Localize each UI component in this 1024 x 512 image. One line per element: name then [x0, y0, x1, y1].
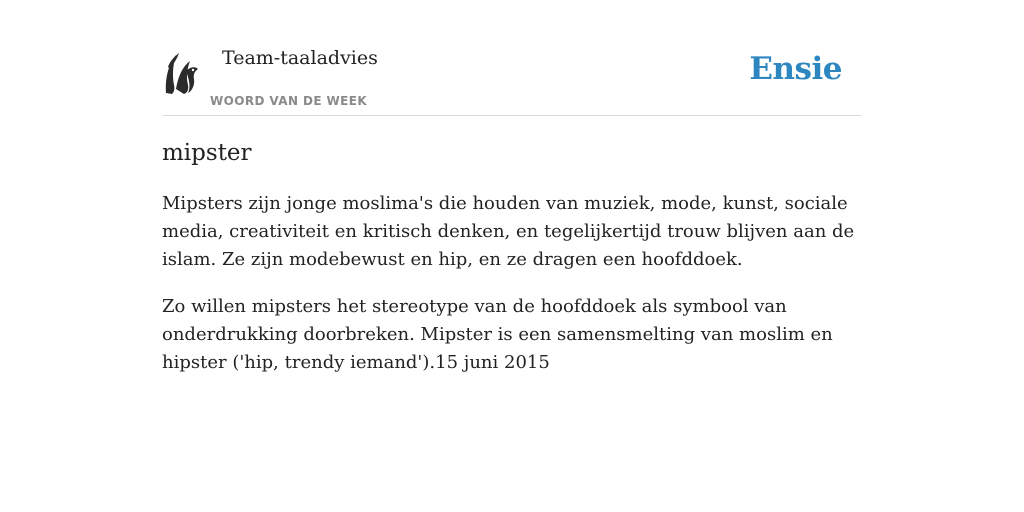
entry-word: mipster — [162, 140, 252, 166]
entry-header — [162, 40, 862, 116]
explanation-paragraph — [162, 293, 862, 377]
category-label[interactable]: WOORD VAN DE WEEK — [210, 94, 368, 108]
definition-paragraph: Mipsters zijn jonge moslima's die houden van muziek, mode, kunst, sociale media, creativiteit en kritisch denken, en tegelijkertijd trouw blijven aan de islam. Ze zijn modebewust en hip, en ze dragen een hoofddoek. — [162, 193, 855, 270]
taalunie-logo-icon[interactable] — [162, 49, 200, 97]
entry-card — [162, 40, 862, 377]
author-name[interactable]: Team-taaladvies — [222, 47, 378, 69]
entry-date: 15 juni 2015 — [435, 352, 550, 373]
brand-logo[interactable]: Ensie — [749, 51, 842, 87]
explanation-text: Zo willen mipsters het stereotype van de hoofddoek als symbool van onderdrukking doorbreken. Mipster is een samensmelting van moslim en hipster ('hip, trendy iemand'). — [162, 296, 833, 373]
